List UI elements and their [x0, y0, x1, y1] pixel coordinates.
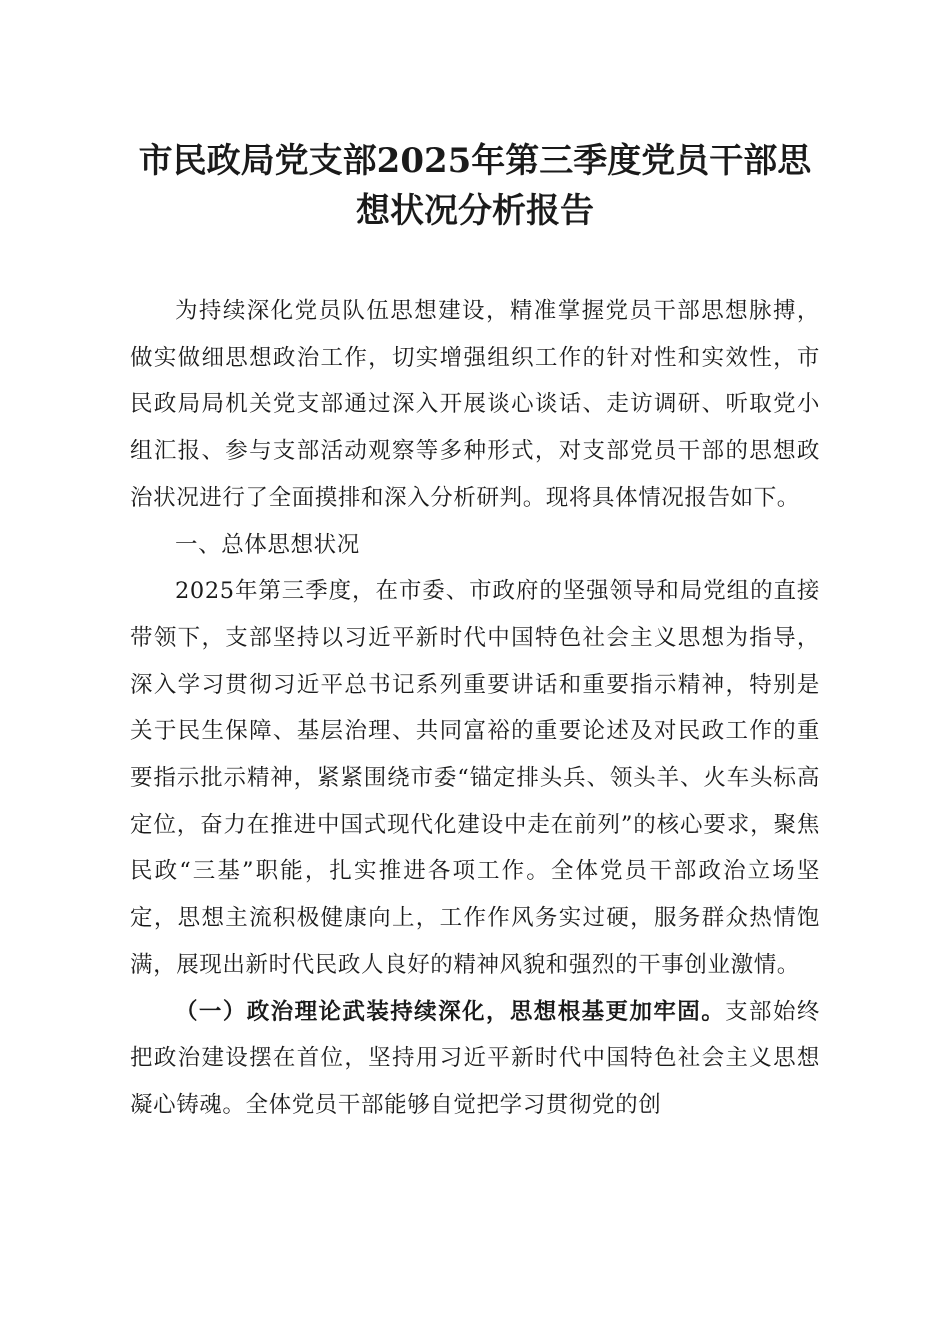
intro-paragraph: 为持续深化党员队伍思想建设，精准掌握党员干部思想脉搏，做实做细思想政治工作，切实增强组织工作的针对性和实效性，市民政局局机关党支部通过深入开展谈心谈话、走访调研、听取党小组汇报、参与支部活动观察等多种形式，对支部党员干部的思想政治状况进行了全面摸排和深入分析研判。现将具体情况报告如下。	[130, 298, 820, 511]
subsection-body: 支部始终把政治建设摆在首位，坚持用习近平新时代中国特色社会主义思想凝心铸魂。全体党员干部能够自觉把学习贯彻党的创	[130, 998, 820, 1118]
section-heading-overall: 一、总体思想状况	[175, 531, 360, 558]
document-page	[130, 136, 820, 1129]
document-title: 市民政局党支部2025年第三季度党员干部思想状况分析报告	[138, 141, 812, 231]
subsection-paragraph	[130, 989, 820, 1129]
subsection-heading: （一）政治理论武装持续深化，思想根基更加牢固。	[175, 998, 726, 1025]
section-body-overall: 2025年第三季度，在市委、市政府的坚强领导和局党组的直接带领下，支部坚持以习近平新时代中国特色社会主义思想为指导，深入学习贯彻习近平总书记系列重要讲话和重要指示精神，特别是关于民生保障、基层治理、共同富裕的重要论述及对民政工作的重要指示批示精神，紧紧围绕市委“锚定排头兵、领头羊、火车头标高定位，奋力在推进中国式现代化建设中走在前列”的核心要求，聚焦民政“三基”职能，扎实推进各项工作。全体党员干部政治立场坚定，思想主流积极健康向上，工作作风务实过硬，服务群众热情饱满，展现出新时代民政人良好的精神风貌和强烈的干事创业激情。	[130, 578, 820, 978]
